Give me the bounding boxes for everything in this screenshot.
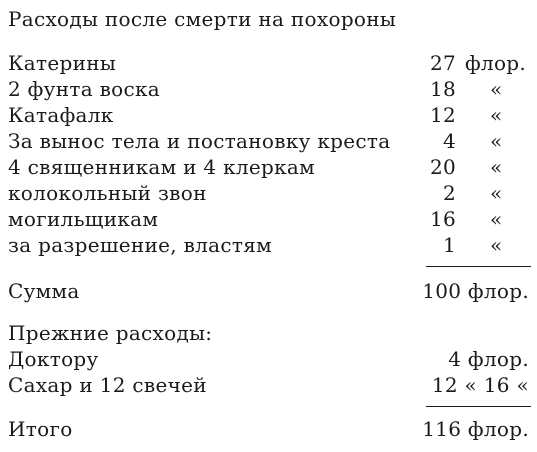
subtotal-label: Сумма: [8, 279, 80, 303]
expense-amount: 1: [442, 233, 456, 257]
previous-row: [8, 346, 529, 372]
ditto-mark: «: [490, 207, 503, 231]
expense-label: Катафалк: [8, 103, 114, 127]
ditto-mark: «: [490, 181, 503, 205]
expense-amount: 4: [442, 129, 456, 153]
expense-row: [8, 128, 529, 154]
expense-amount: 12: [429, 103, 456, 127]
previous-heading-row: [8, 320, 529, 346]
total-value: 116 флор.: [422, 417, 529, 441]
ditto-mark: «: [490, 233, 503, 257]
expense-row: [8, 154, 529, 180]
expense-label: За вынос тела и постановку креста: [8, 129, 391, 153]
previous-heading: Прежние расходы:: [8, 321, 213, 345]
previous-label: Сахар и 12 свечей: [8, 373, 207, 397]
expense-label: могильщикам: [8, 207, 159, 231]
expense-row: [8, 50, 529, 76]
document-title: Расходы после смерти на похороны: [8, 7, 397, 31]
total-label: Итого: [8, 417, 73, 441]
expense-label: 4 священникам и 4 клеркам: [8, 155, 316, 179]
expense-amount: 20: [429, 155, 456, 179]
expense-label: за разрешение, властям: [8, 233, 273, 257]
expense-row: [8, 102, 529, 128]
previous-label: Доктору: [8, 347, 99, 371]
expense-row: [8, 76, 529, 102]
expense-label: колокольный звон: [8, 181, 207, 205]
expense-row: [8, 180, 529, 206]
previous-row: [8, 372, 529, 398]
ditto-mark: «: [490, 103, 503, 127]
ditto-mark: «: [490, 155, 503, 179]
previous-value: 12 « 16 «: [431, 373, 529, 397]
previous-value: 4 флор.: [448, 347, 529, 371]
total-row: [8, 416, 529, 442]
expense-amount: 2: [442, 181, 456, 205]
expense-row: [8, 206, 529, 232]
ditto-mark: «: [490, 129, 503, 153]
expense-label: 2 фунта воска: [8, 77, 161, 101]
expense-unit: флор.: [465, 51, 527, 75]
ditto-mark: «: [490, 77, 503, 101]
subtotal-rule: [426, 266, 531, 267]
total-rule: [426, 406, 531, 407]
expense-amount: 16: [429, 207, 456, 231]
expense-amount: 27: [429, 51, 456, 75]
expense-row: [8, 232, 529, 258]
subtotal-value: 100 флор.: [422, 279, 529, 303]
subtotal-row: [8, 278, 529, 304]
expense-label: Катерины: [8, 51, 117, 75]
expense-amount: 18: [429, 77, 456, 101]
